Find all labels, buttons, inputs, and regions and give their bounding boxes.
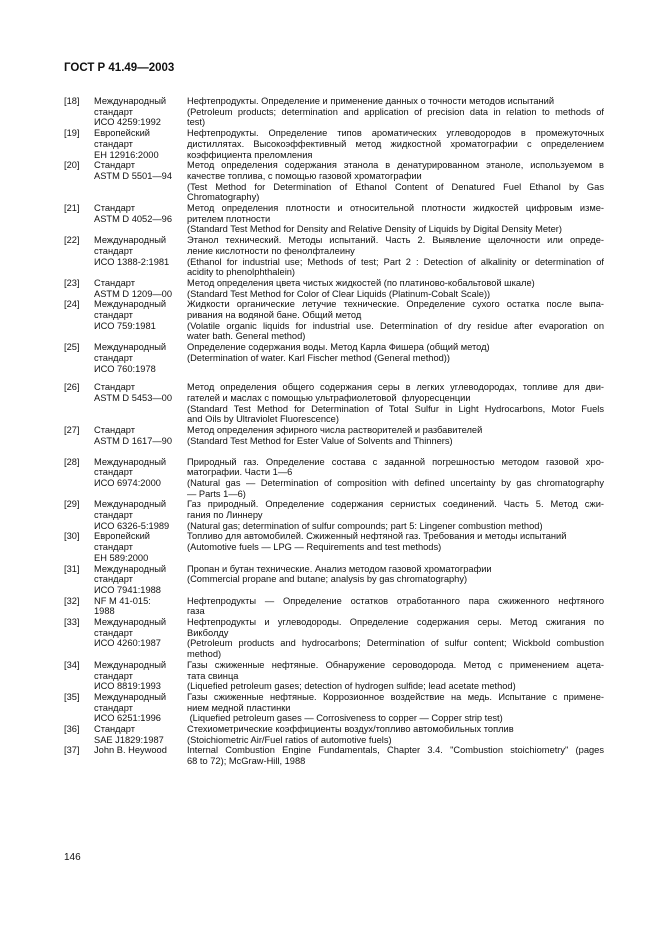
title-line: Метод определения цвета чистых жидкостей (по платиново-кобальтовой шкале) (187, 277, 535, 288)
title-line: Жидкости органические летучие технические. Определение сухого остатка после выпа- (187, 299, 604, 310)
reference-standard (94, 203, 187, 235)
page-number: 146 (64, 852, 81, 863)
standard-line: ИСО 4260:1987 (94, 638, 161, 649)
standard-line: стандарт (94, 352, 133, 363)
reference-title (187, 160, 604, 203)
title-line: Этанол технический. Методы испытаний. Часть 2. Выявление щелочности или опреде- (187, 235, 604, 246)
standard-line: ASTM D 5501—94 (94, 170, 173, 181)
title-line: (Liquefied petroleum gases — Corrosiveness to copper — Copper strip test) (187, 713, 503, 724)
reference-title (187, 128, 604, 160)
standard-line: ЕН 12916:2000 (94, 149, 159, 160)
standard-line: ASTM D 1617—90 (94, 435, 173, 446)
reference-title (187, 203, 604, 235)
title-line: ривания на водяной бане. Общий метод (187, 310, 362, 321)
title-line: Chromatography) (187, 192, 260, 203)
title-line: and Oils by Ultraviolet Fluorescence) (187, 414, 339, 425)
title-line: коэффициента преломления (187, 149, 313, 160)
title-line: (Test Method for Determination of Ethanol Content of Denatured Fuel Ethanol by Gas (187, 181, 604, 192)
reference-entry (64, 531, 604, 563)
reference-entry (64, 745, 604, 766)
title-line: Нефтепродукты — Определение остатков отработанного пара сжиженного нефтяного (187, 595, 604, 606)
reference-number: [37] (64, 745, 80, 756)
standard-line: ИСО 759:1981 (94, 320, 156, 331)
reference-entry (64, 457, 604, 500)
standard-line: стандарт (94, 627, 133, 638)
title-line: Internal Combustion Engine Fundamentals, Chapter 3.4. "Combustion stoichiometry" (pages (187, 745, 604, 756)
reference-number: [26] (64, 382, 80, 393)
reference-standard (94, 499, 187, 531)
reference-standard (94, 457, 187, 500)
standard-line: Международный (94, 342, 167, 353)
reference-title (187, 499, 604, 531)
standard-line: Международный (94, 563, 167, 574)
reference-number: [36] (64, 724, 80, 735)
standard-line: Стандарт (94, 724, 135, 735)
title-line: acidity to phenolphthalein) (187, 267, 296, 278)
reference-list (64, 96, 604, 767)
reference-entry (64, 692, 604, 724)
reference-standard (94, 745, 187, 766)
title-line: дистиллятах. Высокоэффективный метод жидкостной хроматографии с определением (187, 138, 604, 149)
reference-standard (94, 382, 187, 425)
standard-line: ИСО 6974:2000 (94, 477, 161, 488)
standard-line: стандарт (94, 245, 133, 256)
title-line: тата свинца (187, 670, 239, 681)
reference-standard (94, 660, 187, 692)
title-line: water bath. General method) (187, 331, 306, 342)
title-line: (Natural gas; determination of sulfur compounds; part 5: Lingener combustion method) (187, 520, 543, 531)
standard-line: Международный (94, 96, 167, 106)
title-line: Газ природный. Определение содержания сернистых соединений. Часть 5. Метод сжи- (187, 499, 604, 510)
reference-number: [28] (64, 456, 80, 467)
title-line: (Volatile organic liquids for industrial use. Determination of dry residue after evaporation on (187, 320, 604, 331)
reference-entry (64, 128, 604, 160)
title-line: Метод определения эфирного числа растворителей и разбавителей (187, 425, 483, 436)
reference-entry (64, 499, 604, 531)
title-line: (Standard Test Method for Density and Relative Density of Liquids by Digital Density Meter) (187, 224, 562, 235)
title-line: Газы сжиженные нефтяные. Обнаружение сероводорода. Метод с применением ацета- (187, 659, 604, 670)
standard-line: Международный (94, 235, 167, 246)
title-line: ление кислотности по фенолфталеину (187, 245, 355, 256)
title-line: Стехиометрические коэффициенты воздух/топливо автомобильных топлив (187, 724, 514, 735)
title-line: гателей и маслах с помощью ультрафиолетовой флуоресценции (187, 392, 471, 403)
standard-line: стандарт (94, 702, 133, 713)
title-line: Природный газ. Определение состава с заданной погрешностью методом газовой хро- (187, 456, 604, 467)
reference-title (187, 531, 604, 563)
reference-standard (94, 96, 187, 128)
reference-number: [20] (64, 160, 80, 171)
reference-title (187, 564, 604, 596)
title-line: качестве топлива, с помощью газовой хроматографии (187, 170, 422, 181)
reference-standard (94, 235, 187, 278)
document-header: ГОСТ Р 41.49—2003 (64, 62, 175, 74)
reference-entry (64, 382, 604, 425)
standard-line: ASTM D 1209—00 (94, 288, 173, 299)
title-line: Пропан и бутан технические. Анализ методом газовой хроматографии (187, 563, 492, 574)
reference-standard (94, 128, 187, 160)
reference-standard (94, 724, 187, 745)
standard-line: ИСО 1388-2:1981 (94, 256, 170, 267)
title-line: (Automotive fuels — LPG — Requirements and test methods) (187, 542, 442, 553)
title-line: рителем плотности (187, 213, 271, 224)
reference-standard (94, 596, 187, 617)
reference-entry (64, 596, 604, 617)
title-line: Метод определения общего содержания серы в легких углеводородах, топливе для дви- (187, 382, 604, 393)
title-line: (Petroleum products and hydrocarbons; Determination of sulfur content; Wickbold combustion (187, 638, 604, 649)
reference-standard (94, 160, 187, 203)
title-line: Метод определения плотности и относительной плотности жидкостей цифровым изме- (187, 203, 604, 214)
reference-number: [19] (64, 128, 80, 139)
standard-line: Международный (94, 456, 167, 467)
reference-number: [35] (64, 691, 80, 702)
standard-line: ИСО 6326-5:1989 (94, 520, 170, 531)
title-line: Газы сжиженные нефтяные. Коррозионное воздействие на медь. Испытание с примене- (187, 691, 604, 702)
reference-number: [25] (64, 342, 80, 353)
reference-entry (64, 96, 604, 128)
standard-line: Международный (94, 299, 167, 310)
reference-number: [27] (64, 425, 80, 436)
standard-line: ЕН 589:2000 (94, 552, 149, 563)
reference-title (187, 96, 604, 128)
title-line: (Liquefied petroleum gases; detection of hydrogen sulfide; lead acetate method) (187, 681, 516, 692)
reference-number: [22] (64, 235, 80, 246)
standard-line: ИСО 760:1978 (94, 363, 156, 374)
standard-line: стандарт (94, 670, 133, 681)
standard-line: John B. Heywood (94, 745, 167, 756)
reference-entry (64, 203, 604, 235)
standard-line: SAE J1829:1987 (94, 734, 164, 745)
title-line: (Standard Test Method for Ester Value of Solvents and Thinners) (187, 435, 453, 446)
reference-entry (64, 425, 604, 446)
reference-title (187, 457, 604, 500)
reference-entry (64, 564, 604, 596)
standard-line: стандарт (94, 138, 133, 149)
reference-entry (64, 160, 604, 203)
reference-entry (64, 724, 604, 745)
title-line: — Parts 1—6) (187, 488, 246, 499)
reference-number: [18] (64, 96, 80, 106)
reference-entry (64, 278, 604, 299)
reference-standard (94, 564, 187, 596)
reference-entry (64, 342, 604, 374)
standard-line: Стандарт (94, 203, 135, 214)
reference-entry (64, 660, 604, 692)
reference-number: [29] (64, 499, 80, 510)
standard-line: Стандарт (94, 160, 135, 171)
reference-standard (94, 278, 187, 299)
title-line: Викболду (187, 627, 229, 638)
reference-number: [33] (64, 617, 80, 628)
standard-line: Европейский (94, 531, 150, 542)
standard-line: Стандарт (94, 382, 135, 393)
reference-title (187, 617, 604, 660)
reference-entry (64, 617, 604, 660)
title-line: гания по Линнеру (187, 510, 263, 521)
title-line: матографии. Части 1—6 (187, 467, 293, 478)
standard-line: Международный (94, 499, 167, 510)
reference-title (187, 724, 604, 745)
standard-line: 1988 (94, 606, 115, 617)
standard-line: стандарт (94, 310, 133, 321)
reference-entry (64, 235, 604, 278)
reference-title (187, 425, 604, 446)
reference-title (187, 278, 604, 299)
title-line: Нефтепродукты. Определение и применение данных о точности методов испытаний (187, 96, 555, 106)
title-line: нием медной пластинки (187, 702, 291, 713)
reference-title (187, 342, 604, 374)
title-line: (Commercial propane and butane; analysis by gas chromatography) (187, 574, 468, 585)
standard-line: NF M 41-015: (94, 595, 151, 606)
title-line: (Ethanol for industrial use; Methods of test; Part 2 : Detection of alkalinity or determination of (187, 256, 604, 267)
standard-line: Международный (94, 691, 167, 702)
standard-line: стандарт (94, 510, 133, 521)
reference-title (187, 299, 604, 342)
reference-title (187, 596, 604, 617)
reference-number: [31] (64, 563, 80, 574)
reference-title (187, 745, 604, 766)
standard-line: Стандарт (94, 277, 135, 288)
standard-line: стандарт (94, 106, 133, 117)
standard-line: стандарт (94, 467, 133, 478)
reference-standard (94, 531, 187, 563)
standard-line: ASTM D 5453—00 (94, 392, 173, 403)
standard-line: ИСО 4259:1992 (94, 117, 161, 128)
reference-standard (94, 425, 187, 446)
standard-line: ASTM D 4052—96 (94, 213, 173, 224)
reference-title (187, 692, 604, 724)
title-line: 68 to 72); McGraw-Hill, 1988 (187, 756, 306, 767)
standard-line: Международный (94, 659, 167, 670)
title-line: (Stoichiometric Air/Fuel ratios of automotive fuels) (187, 734, 392, 745)
reference-standard (94, 299, 187, 342)
reference-number: [24] (64, 299, 80, 310)
standard-line: Европейский (94, 128, 150, 139)
reference-title (187, 235, 604, 278)
title-line: (Determination of water. Karl Fischer method (General method)) (187, 352, 451, 363)
reference-number: [30] (64, 531, 80, 542)
reference-entry (64, 299, 604, 342)
reference-standard (94, 617, 187, 660)
title-line: Метод определения содержания этанола в денатурированном этаноле, используемом в (187, 160, 604, 171)
title-line: Топливо для автомобилей. Сжиженный нефтяной газ. Требования и методы испытаний (187, 531, 567, 542)
title-line: (Petroleum products; determination and application of precision data in relation to methods of (187, 106, 604, 117)
reference-number: [21] (64, 203, 80, 214)
reference-title (187, 382, 604, 425)
standard-line: ИСО 7941:1988 (94, 584, 161, 595)
standard-line: Международный (94, 617, 167, 628)
reference-standard (94, 692, 187, 724)
standard-line: ИСО 6251:1996 (94, 713, 161, 724)
title-line: (Standard Test Method for Determination of Total Sulfur in Light Hydrocarbons, Motor Fuels (187, 403, 604, 414)
reference-standard (94, 342, 187, 374)
title-line: (Natural gas — Determination of composition with defined uncertainty by gas chromatography (187, 477, 604, 488)
title-line: Нефтепродукты и углеводороды. Определение содержания серы. Метод сжигания по (187, 617, 604, 628)
standard-line: стандарт (94, 542, 133, 553)
reference-number: [32] (64, 595, 80, 606)
standard-line: ИСО 8819:1993 (94, 681, 161, 692)
standard-line: Стандарт (94, 425, 135, 436)
reference-number: [34] (64, 659, 80, 670)
title-line: method) (187, 649, 222, 660)
title-line: Определение содержания воды. Метод Карла Фишера (общий метод) (187, 342, 490, 353)
standard-line: стандарт (94, 574, 133, 585)
title-line: газа (187, 606, 205, 617)
title-line: Нефтепродукты. Определение типов ароматических углеводородов в промежуточных (187, 128, 604, 139)
reference-title (187, 660, 604, 692)
title-line: (Standard Test Method for Color of Clear Liquids (Platinum-Cobalt Scale)) (187, 288, 491, 299)
title-line: test) (187, 117, 206, 128)
reference-number: [23] (64, 277, 80, 288)
